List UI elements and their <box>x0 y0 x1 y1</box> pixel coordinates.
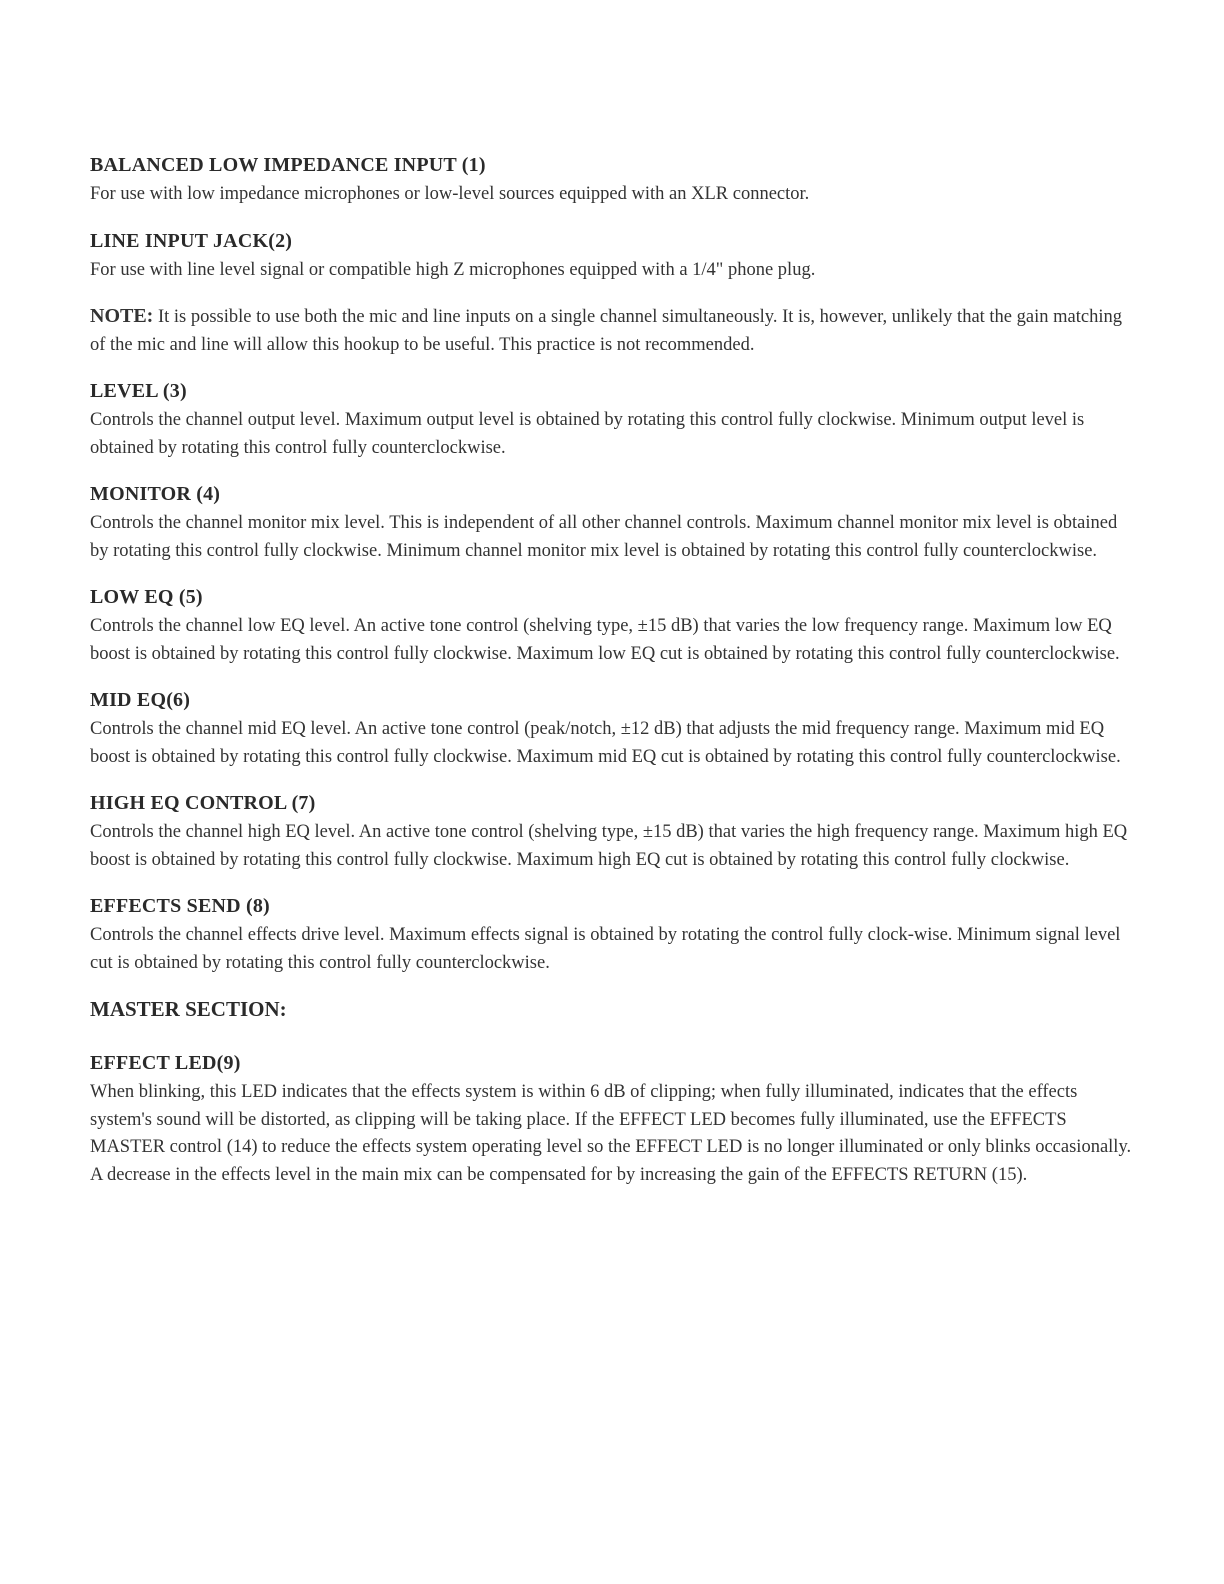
section-heading: MONITOR (4) <box>90 483 221 505</box>
section-mid-eq <box>90 687 1135 771</box>
section-heading: LOW EQ (5) <box>90 586 203 608</box>
section-body: Controls the channel high EQ level. An active tone control (shelving type, ±15 dB) that varies the high frequency range. Maximum high EQ boost is obtained by rotating this control fully clockwise. Maximum high EQ cut is obtained by rotating this control fully clockwise. <box>90 822 1128 870</box>
section-heading: MID EQ(6) <box>90 689 191 711</box>
section-low-eq <box>90 584 1135 668</box>
note-label: NOTE: <box>90 305 154 327</box>
section-heading: HIGH EQ CONTROL (7) <box>90 792 316 814</box>
section-balanced-input <box>90 152 1135 209</box>
section-high-eq <box>90 790 1135 874</box>
section-body: For use with line level signal or compatible high Z microphones equipped with a 1/4" phone plug. <box>90 259 816 280</box>
section-heading: EFFECTS SEND (8) <box>90 895 270 917</box>
section-heading: LINE INPUT JACK(2) <box>90 229 293 252</box>
section-body: Controls the channel monitor mix level. This is independent of all other channel controls. Maximum channel monitor mix level is obtained by rotating this control fully clockwise. Minimum channel monitor mix level is obtained by rotating this control fully counterclockwise. <box>90 513 1118 561</box>
section-effects-send <box>90 893 1135 977</box>
master-section-heading: MASTER SECTION: <box>90 997 287 1021</box>
note-text: It is possible to use both the mic and line inputs on a single channel simultaneously. It is, however, unlikely that the gain matching of the mic and line will allow this hookup to be useful. This practice is not recommended. <box>90 307 1122 355</box>
section-body: When blinking, this LED indicates that the effects system is within 6 dB of clipping; when fully illuminated, indicates that the effects system's sound will be distorted, as clipping will be taking place. If the EFFECT LED becomes fully illuminated, use the EFFECTS MASTER control (14) to reduce the effects system operating level so the EFFECT LED is no longer illuminated or only blinks occasionally. A decrease in the effects level in the main mix can be compensated for by increasing the gain of the EFFECTS RETURN (15). <box>90 1082 1132 1185</box>
section-body: For use with low impedance microphones or low-level sources equipped with an XLR connector. <box>90 184 810 204</box>
section-body: Controls the channel effects drive level. Maximum effects signal is obtained by rotating the control fully clock-wise. Minimum signal level cut is obtained by rotating this control fully counterclockwise. <box>90 925 1121 973</box>
section-body: Controls the channel mid EQ level. An active tone control (peak/notch, ±12 dB) that adjusts the mid frequency range. Maximum mid EQ boost is obtained by rotating this control fully clockwise. Maximum mid EQ cut is obtained by rotating this control fully counterclockwise. <box>90 719 1121 767</box>
section-heading: EFFECT LED(9) <box>90 1052 241 1074</box>
document-page <box>90 152 1135 1208</box>
section-effect-led <box>90 1050 1135 1189</box>
section-line-input <box>90 228 1135 285</box>
note-block <box>90 303 1135 359</box>
section-heading: LEVEL (3) <box>90 380 187 402</box>
section-body: Controls the channel output level. Maximum output level is obtained by rotating this control fully clockwise. Minimum output level is obtained by rotating this control fully counterclockwise. <box>90 410 1085 458</box>
section-heading: BALANCED LOW IMPEDANCE INPUT (1) <box>90 154 486 176</box>
section-body: Controls the channel low EQ level. An active tone control (shelving type, ±15 dB) that varies the low frequency range. Maximum low EQ boost is obtained by rotating this control fully clockwise. Maximum low EQ cut is obtained by rotating this control fully counterclockwise. <box>90 616 1120 664</box>
section-level <box>90 378 1135 462</box>
section-monitor <box>90 481 1135 565</box>
note-paragraph <box>90 303 1135 359</box>
